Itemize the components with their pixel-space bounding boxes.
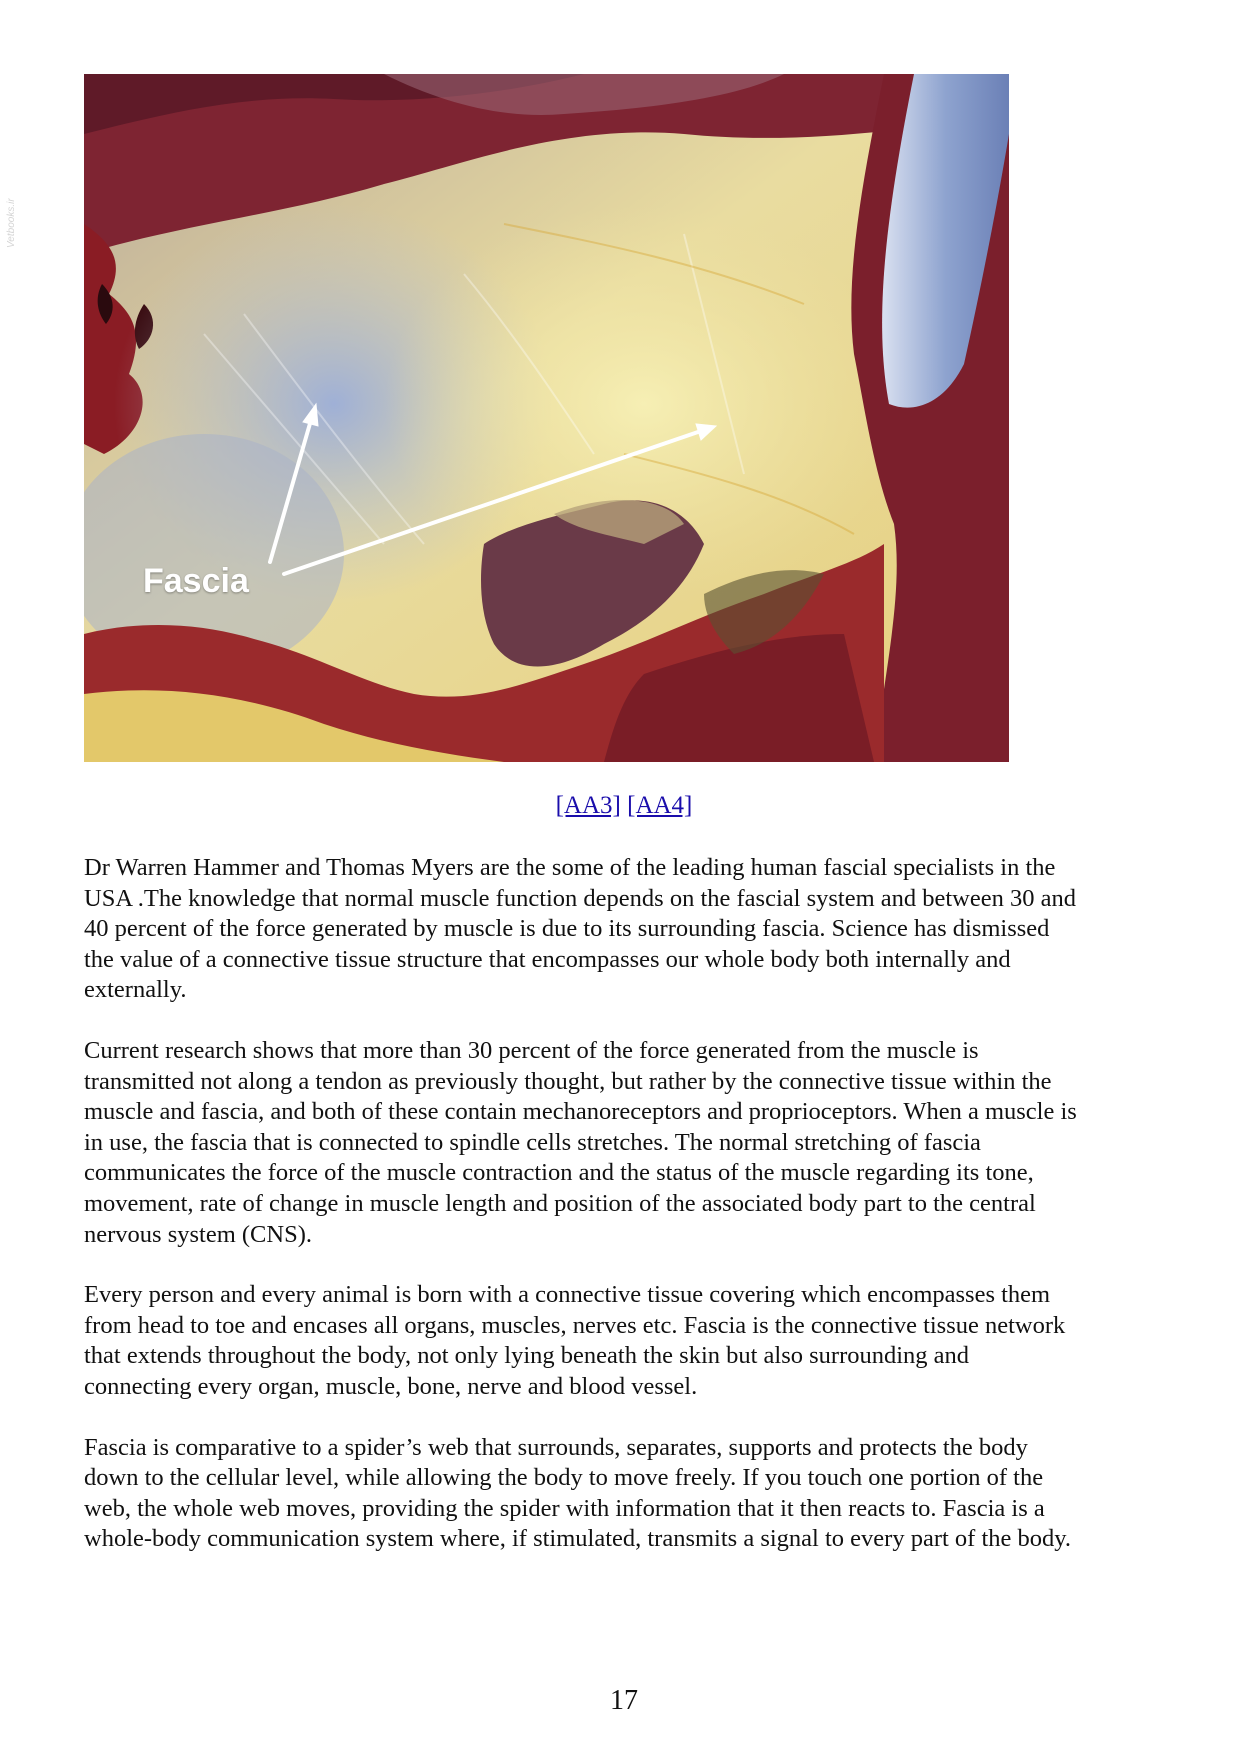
paragraph-3: Every person and every animal is born with a connective tissue covering which encompasses them from head to toe and encases all organs, muscles, nerves etc. Fascia is the connective tissue network that extends throughout the body, not only lying beneath the skin but also surrounding and connecting every organ, muscle, bone, nerve and blood vessel.: [84, 1281, 1066, 1400]
reference-link-aa3[interactable]: [AA3]: [555, 792, 621, 819]
body-text: [84, 853, 1174, 1585]
fascia-label: Fascia: [143, 562, 249, 600]
paragraph-2: Current research shows that more than 30 percent of the force generated from the muscle is transmitted not along a tendon as previously thought, but rather by the connective tissue within the muscle and fascia, and both of these contain mechanoreceptors and proprioceptors. When a muscle is in use, the fascia that is connected to spindle cells stretches. The normal stretching of fascia communicates the force of the muscle contraction and the status of the muscle regarding its tone, movement, rate of change in muscle length and position of the associated body part to the central nervous system (CNS).: [84, 1036, 1077, 1248]
watermark-text: Vetbooks.ir: [6, 198, 17, 248]
reference-links: [0, 791, 1240, 821]
paragraph-4: Fascia is comparative to a spider’s web that surrounds, separates, supports and protects the body down to the cellular level, while allowing the body to move freely. If you touch one portion of the web, the whole web moves, providing the spider with information that it then reacts to. Fascia is a whole-body communication system where, if stimulated, transmits a signal to every part of the body.: [84, 1433, 1072, 1553]
reference-link-aa4[interactable]: [AA4]: [627, 792, 693, 819]
page-number: 17: [610, 1685, 638, 1716]
fascia-photo: [84, 74, 1009, 762]
paragraph-1: Dr Warren Hammer and Thomas Myers are the some of the leading human fascial specialists in the USA .The knowledge that normal muscle function depends on the fascial system and between 30 and 40 percent of the force generated by muscle is due to its surrounding fascia. Science has dismissed the value of a connective tissue structure that encompasses our whole body both internally and externally.: [84, 854, 1076, 1004]
